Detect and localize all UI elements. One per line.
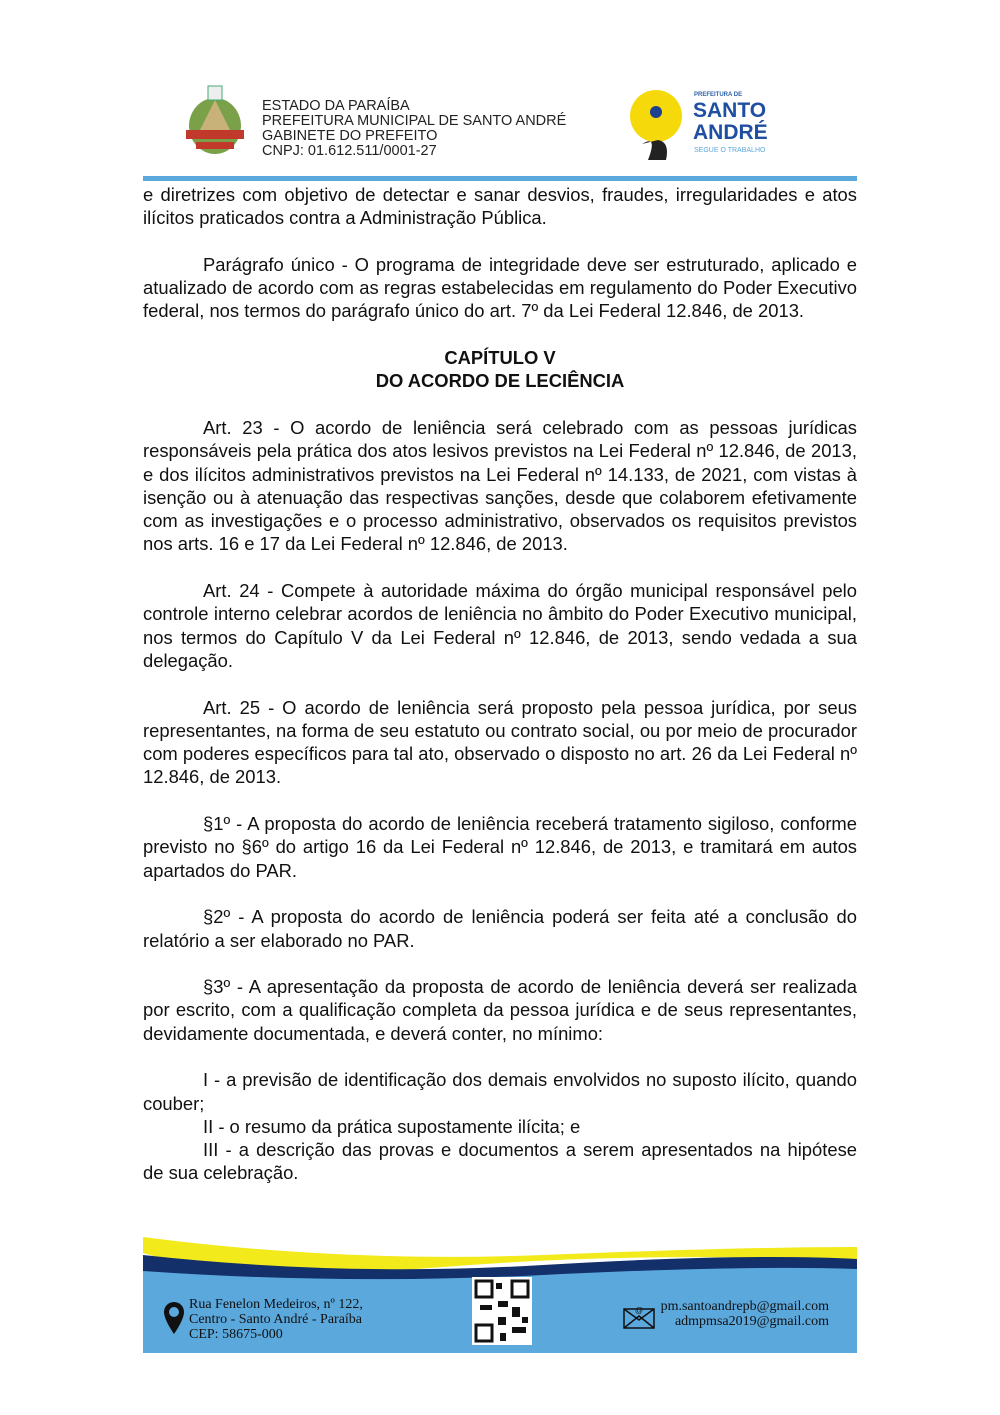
article-23: Art. 23 - O acordo de leniência será celebrado com as pessoas jurídicas responsáveis pela prática dos atos lesivos previstos na Lei Federal nº 12.846, de 2013, e dos ilícitos administrativos previstos na Lei Federal nº 14.133, de 2021, com vistas à isenção ou à atenuação das respectivas sanções, desde que colaborem efetivamente com as investigações e o processo administrativo, observados os requisitos previstos nos arts. 16 e 17 da Lei Federal nº 12.846, de 2013. [143, 416, 857, 555]
article-24: Art. 24 - Compete à autoridade máxima do órgão municipal responsável pelo controle interno celebrar acordos de leniência no âmbito do Poder Executivo municipal, nos termos do Capítulo V da Lei Federal nº 12.846, de 2013, sendo vedada a sua delegação. [143, 580, 857, 671]
santo-andre-logo [618, 84, 790, 162]
email-icon [623, 1303, 655, 1329]
header-prefecture: PREFEITURA MUNICIPAL DE SANTO ANDRÉ [262, 113, 567, 129]
header-text [262, 99, 566, 159]
header-cnpj: CNPJ: 01.612.511/0001-27 [262, 143, 437, 159]
article-25: Art. 25 - O acordo de leniência será proposto pela pessoa jurídica, por seus representantes, na forma de seu estatuto ou contrato social, ou por meio de procurador com poderes específicos para tal ato, observado o disposto no art. 26 da Lei Federal nº 12.846, de 2013. [143, 696, 857, 788]
item-i: I - a previsão de identificação dos demais envolvidos no suposto ilícito, quando couber; [143, 1069, 857, 1114]
paragraph: e diretrizes com objetivo de detectar e sanar desvios, fraudes, irregularidades e atos ilícitos praticados contra a Administração Pública. [143, 184, 857, 229]
item-ii: II - o resumo da prática supostamente ilícita; e [203, 1115, 581, 1137]
footer [143, 1233, 857, 1353]
logo-name-2: ANDRÉ [693, 121, 768, 144]
paragraph-2: §2º - A proposta do acordo de leniência poderá ser feita até a conclusão do relatório a ser elaborado no PAR. [143, 906, 857, 951]
chapter-heading: CAPÍTULO V [444, 347, 556, 369]
header-state: ESTADO DA PARAÍBA [262, 98, 410, 114]
footer-emails: pm.santoandrepb@gmail.com admpmsa2019@gmail.com [660, 1299, 829, 1329]
header-office: GABINETE DO PREFEITO [262, 128, 438, 144]
paragraph-3: §3º - A apresentação da proposta de acordo de leniência deverá ser realizada por escrito, com a qualificação completa da pessoa jurídica e de seus representantes, devidamente documentada, e deverá conter, no mínimo: [143, 976, 857, 1044]
paragraph-sole: Parágrafo único - O programa de integridade deve ser estruturado, aplicado e atualizado de acordo com as regras estabelecidas em regulamento do Poder Executivo federal, nos termos do parágrafo único do art. 7º da Lei Federal 12.846, de 2013. [143, 253, 857, 322]
paragraph-1: §1º - A proposta do acordo de leniência receberá tratamento sigiloso, conforme previsto no §6º do artigo 16 da Lei Federal nº 12.846, de 2013, e tramitará em autos apartados do PAR. [143, 813, 857, 881]
item-iii: III - a descrição das provas e documentos a serem apresentados na hipótese de sua celebração. [143, 1139, 857, 1184]
chapter-title: DO ACORDO DE LECIÊNCIA [375, 370, 625, 392]
footer-address: Rua Fenelon Medeiros, nº 122, Centro - Santo André - Paraíba CEP: 58675-000 [189, 1297, 363, 1342]
municipal-crest [176, 80, 254, 160]
qr-code [472, 1277, 532, 1345]
document-body [143, 183, 857, 1185]
logo-prefix: PREFEITURA DE [694, 92, 743, 98]
header-divider [143, 176, 857, 181]
logo-name-1: SANTO [693, 99, 767, 122]
svg-text:@: @ [634, 1306, 644, 1315]
logo-slogan: SEGUE O TRABALHO [694, 147, 766, 154]
location-pin-icon [163, 1301, 185, 1335]
